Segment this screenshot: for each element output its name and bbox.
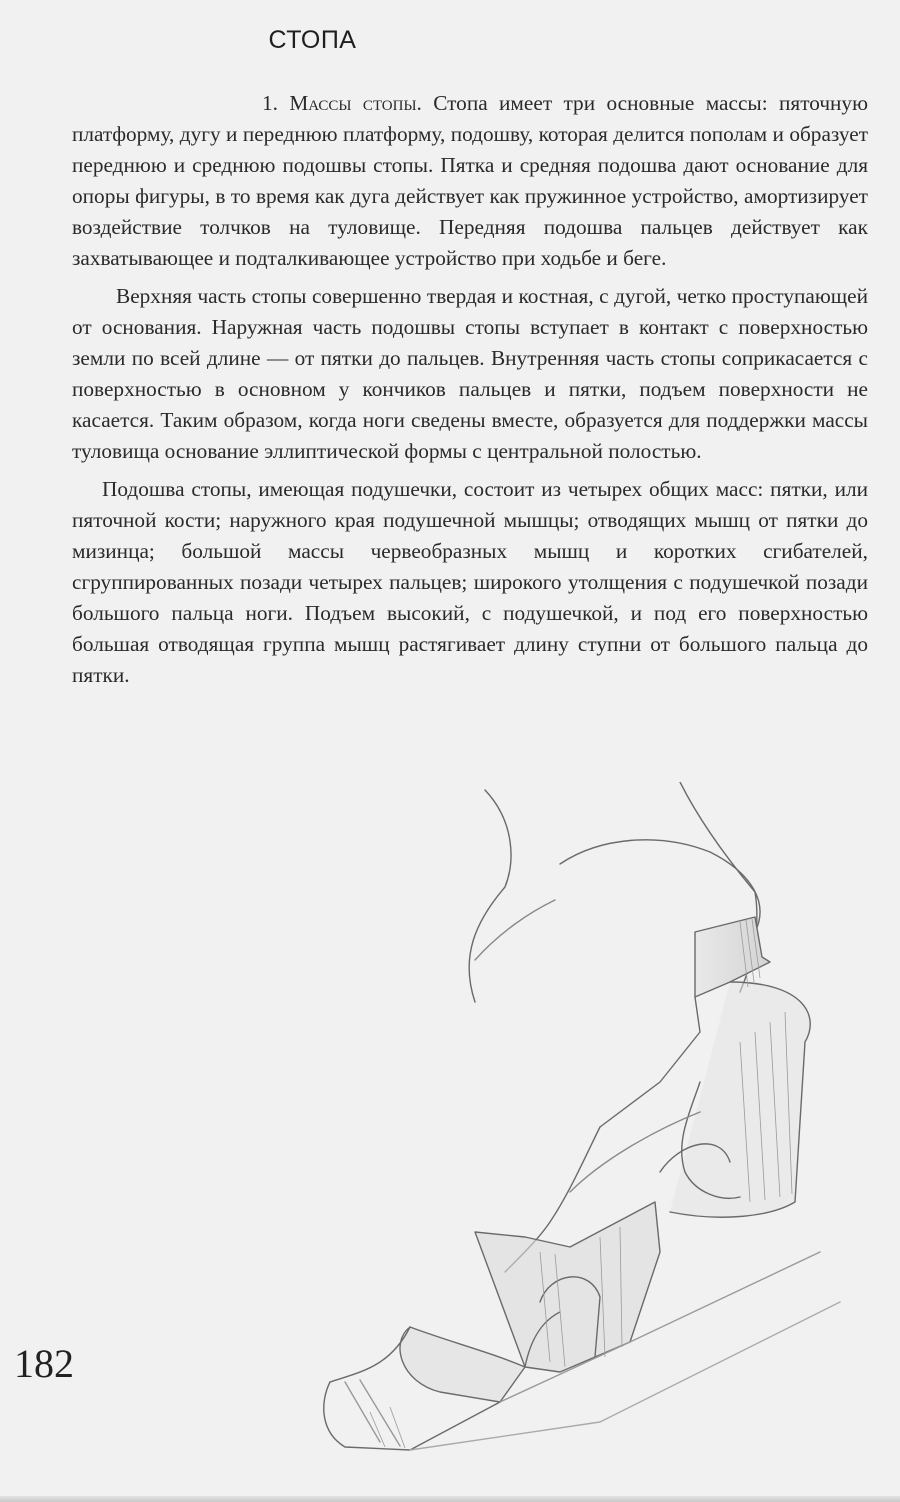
- section-lead: 1. Массы стопы.: [262, 91, 422, 115]
- paragraph-text: Стопа имеет три основные массы: пяточную платформу, дугу и переднюю платформу, подошву, которая делится пополам и образует переднюю и среднюю подошвы стопы. Пятка и средняя подошва дают основание для опоры фигуры, в то время как дуга действует как пружинное устройство, амортизирует воздействие толчков на туловище. Передняя подошва пальцев действует как захватывающее и подталкивающее устройство при ходьбе и беге.: [72, 91, 868, 270]
- paragraph-masses: [72, 88, 868, 274]
- toes-outline: [400, 1327, 525, 1402]
- leg-outline: [469, 790, 511, 1002]
- paragraph-upper-foot: Верхняя часть стопы совершенно твердая и костная, с дугой, четко проступающей от основания. Наружная часть подошвы стопы вступает в контакт с поверхностью земли по всей длине — от пятки до пальцев. Внутренняя часть стопы соприкасается с поверхностью в основном у кончиков пальцев и пятки, подъем поверхности не касается. Таким образом, когда ноги сведены вместе, образуется для поддержки массы туловища основание эллиптической формы с центральной полостью.: [72, 284, 868, 463]
- page-number: 182: [14, 1341, 74, 1386]
- forefoot-block: [475, 1202, 660, 1372]
- paragraph-sole: Подошва стопы, имеющая подушечки, состоит из четырех общих масс: пятки, или пяточной кости; наружного края подушечной мышцы; отводящих мышц от пятки до мизинца; большой массы червеобразных мышц и коротких сгибателей, сгруппированных позади четырех пальцев; широкого утолщения с подушечкой позади большого пальца ноги. Подъем высокий, с подушечкой, и под его поверхностью большая отводящая группа мышц растягивает длину ступни от большого пальца до пятки.: [72, 477, 868, 687]
- body-text: [72, 88, 868, 691]
- page-edge: [0, 1496, 900, 1502]
- page-title: СТОПА: [268, 26, 357, 54]
- foot-masses-sketch: [300, 782, 860, 1454]
- ankle-curve: [560, 840, 760, 932]
